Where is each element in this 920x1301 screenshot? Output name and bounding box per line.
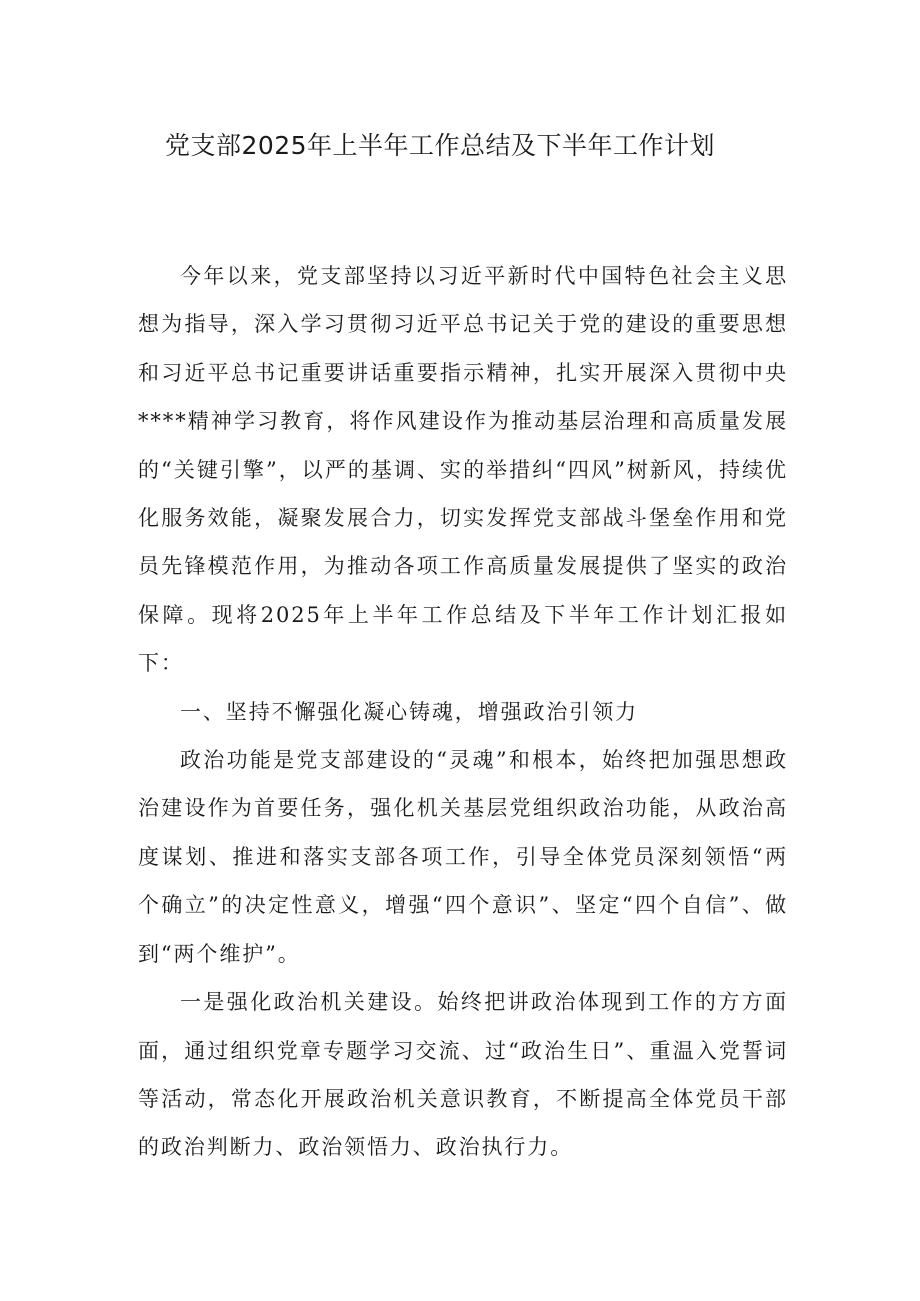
section-1-paragraph: 政治功能是党支部建设的“灵魂”和根本，始终把加强思想政治建设作为首要任务，强化机关基层党组织政治功能，从政治高度谋划、推进和落实支部各项工作，引导全体党员深刻领悟“两个确立”的决定性意义，增强“四个意识”、坚定“四个自信”、做到“两个维护”。 — [138, 748, 788, 966]
document-body — [138, 252, 788, 1172]
section-1-item-1-paragraph: 一是强化政治机关建设。始终把讲政治体现到工作的方方面面，通过组织党章专题学习交流、过“政治生日”、重温入党誓词等活动，常态化开展政治机关意识教育，不断提高全体党员干部的政治判断力、政治领悟力、政治执行力。 — [138, 990, 788, 1160]
intro-paragraph: 今年以来，党支部坚持以习近平新时代中国特色社会主义思想为指导，深入学习贯彻习近平总书记关于党的建设的重要思想和习近平总书记重要讲话重要指示精神，扎实开展深入贯彻中央****精神学习教育，将作风建设作为推动基层治理和高质量发展的“关键引擎”，以严的基调、实的举措纠“四风”树新风，持续优化服务效能，凝聚发展合力，切实发挥党支部战斗堡垒作用和党员先锋模范作用，为推动各项工作高质量发展提供了坚实的政治保障。现将2025年上半年工作总结及下半年工作计划汇报如下： — [138, 264, 788, 676]
section-heading-1: 一、坚持不懈强化凝心铸魂，增强政治引领力 — [180, 699, 638, 724]
document-title: 党支部2025年上半年工作总结及下半年工作计划 — [164, 131, 716, 160]
